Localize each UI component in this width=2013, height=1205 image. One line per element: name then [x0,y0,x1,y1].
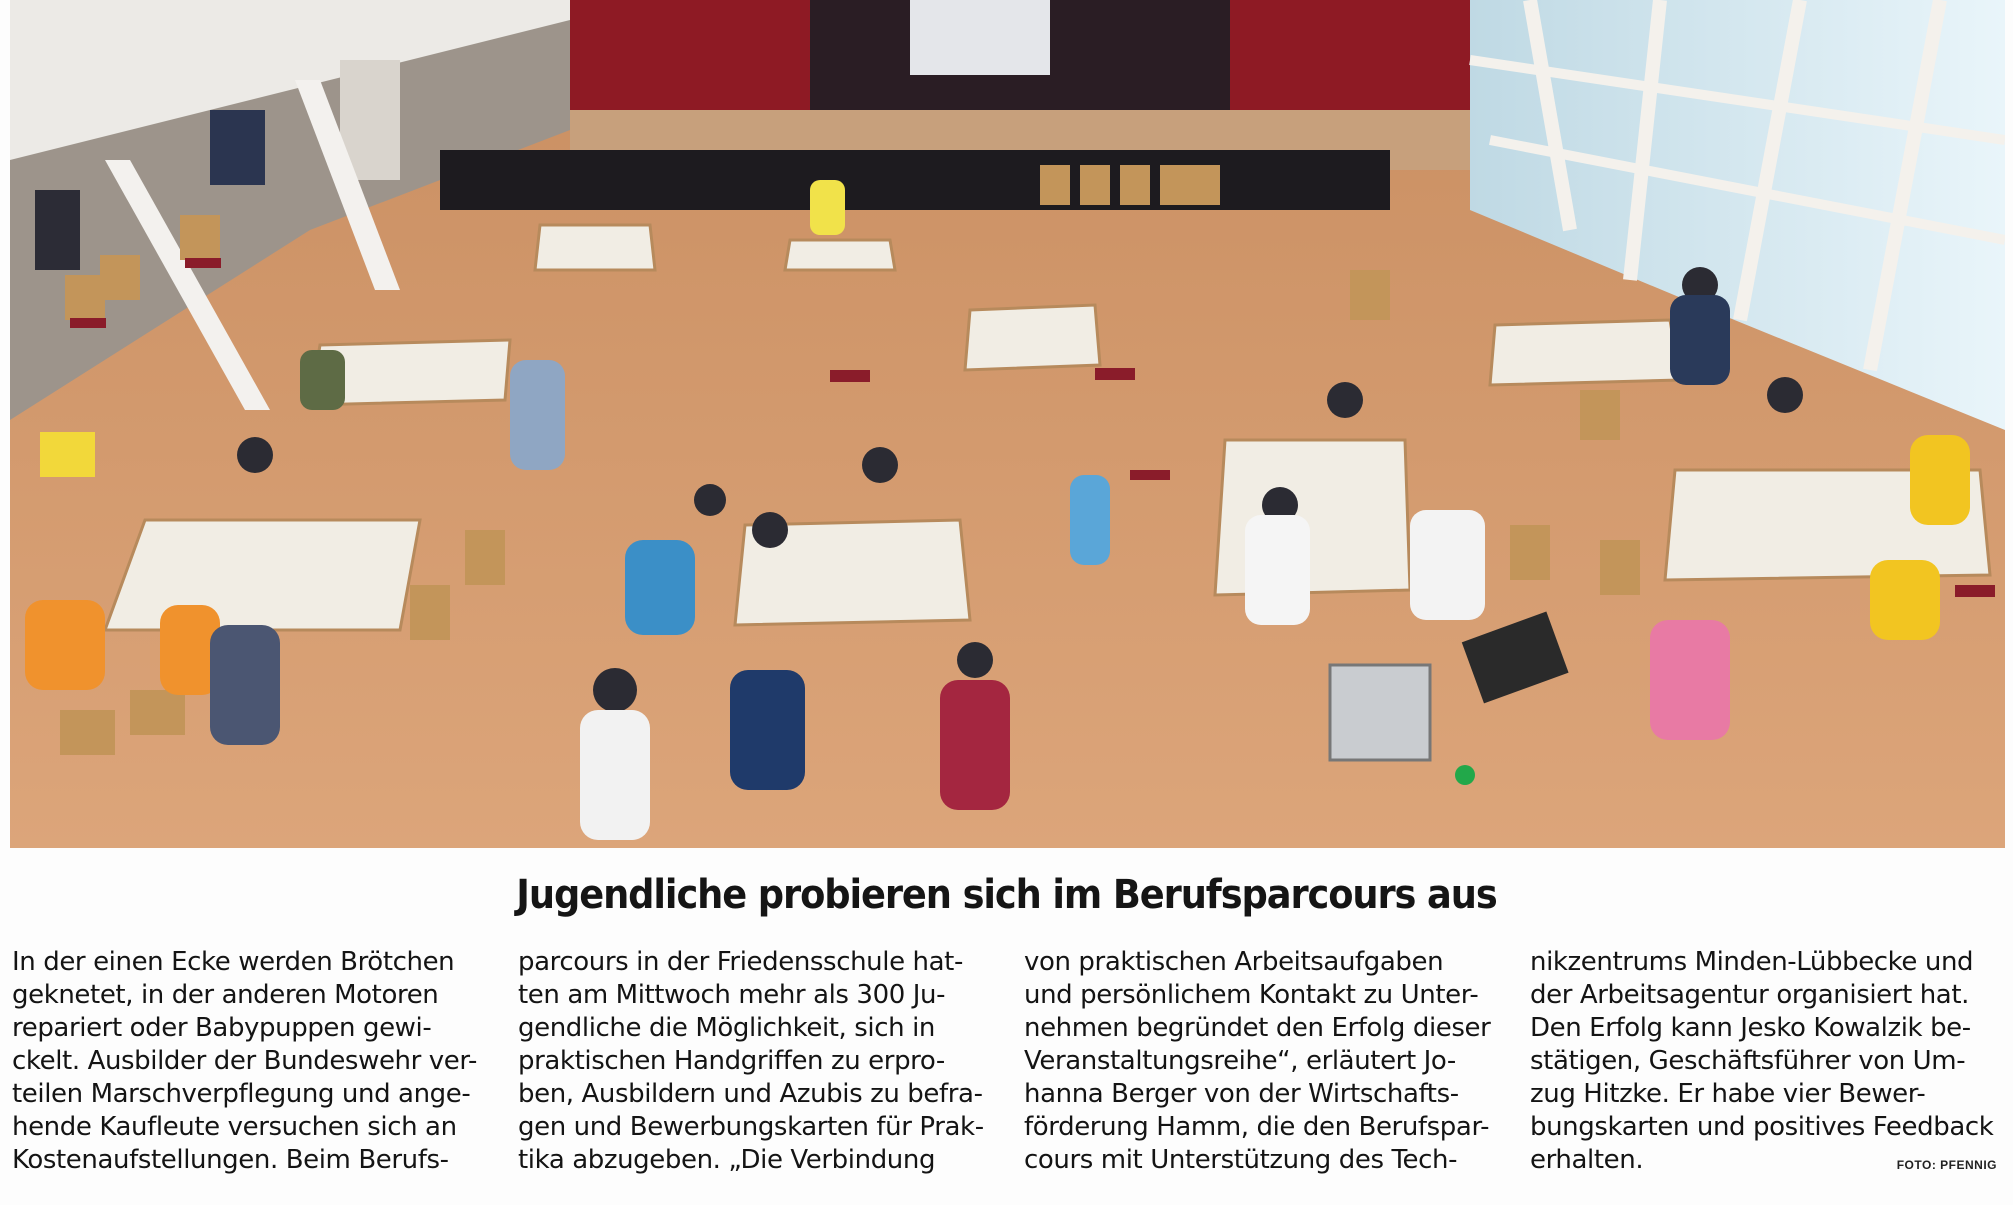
text-line: parcours in der Friedensschule hat- [518,947,963,977]
text-line: stätigen, Geschäftsführer von Um- [1530,1046,1966,1076]
text-line: bungskarten und positives Feedback [1530,1112,1994,1142]
article-headline: Jugendliche probieren sich im Berufsparcours aus [516,872,1497,918]
text-line: repariert oder Babypuppen gewi- [12,1013,432,1043]
article-column-4 [1530,946,2013,1177]
article-column-3 [1024,946,1519,1177]
text-line: teilen Marschverpflegung und ange- [12,1079,471,1109]
text-line: Den Erfolg kann Jesko Kowalzik be- [1530,1013,1971,1043]
text-line: zug Hitzke. Er habe vier Bewer- [1530,1079,1926,1109]
text-line: der Arbeitsagentur organisiert hat. [1530,980,1969,1010]
article-photo [10,0,2005,848]
photo-school-hall-icon [10,0,2005,848]
text-line: ben, Ausbildern und Azubis zu befra- [518,1079,983,1109]
text-line: praktischen Handgriffen zu erpro- [518,1046,945,1076]
text-line: nehmen begründet den Erfolg dieser [1024,1013,1491,1043]
text-line: gendliche die Möglichkeit, sich in [518,1013,935,1043]
text-line: und persönlichem Kontakt zu Unter- [1024,980,1479,1010]
text-line: ten am Mittwoch mehr als 300 Ju- [518,980,946,1010]
photo-credit: FOTO: PFENNIG [1896,1158,1997,1172]
text-line: tika abzugeben. „Die Verbindung [518,1145,936,1175]
text-line: förderung Hamm, die den Berufspar- [1024,1112,1490,1142]
article-column-1 [12,946,507,1177]
text-line: hende Kaufleute versuchen sich an [12,1112,457,1142]
text-line: Kostenaufstellungen. Beim Berufs- [12,1145,449,1175]
text-line: geknetet, in der anderen Motoren [12,980,439,1010]
text-line: von praktischen Arbeitsaufgaben [1024,947,1444,977]
article-column-2 [518,946,1013,1177]
text-line: nikzentrums Minden-Lübbecke und [1530,947,1974,977]
text-line: In der einen Ecke werden Brötchen [12,947,455,977]
text-line: hanna Berger von der Wirtschafts- [1024,1079,1459,1109]
text-line: Veranstaltungsreihe“, erläutert Jo- [1024,1046,1456,1076]
text-line: gen und Bewerbungskarten für Prak- [518,1112,984,1142]
article-body [12,946,2002,1186]
text-line: cours mit Unterstützung des Tech- [1024,1145,1458,1175]
text-line: erhalten. [1530,1145,1644,1175]
text-line: ckelt. Ausbilder der Bundeswehr ver- [12,1046,477,1076]
